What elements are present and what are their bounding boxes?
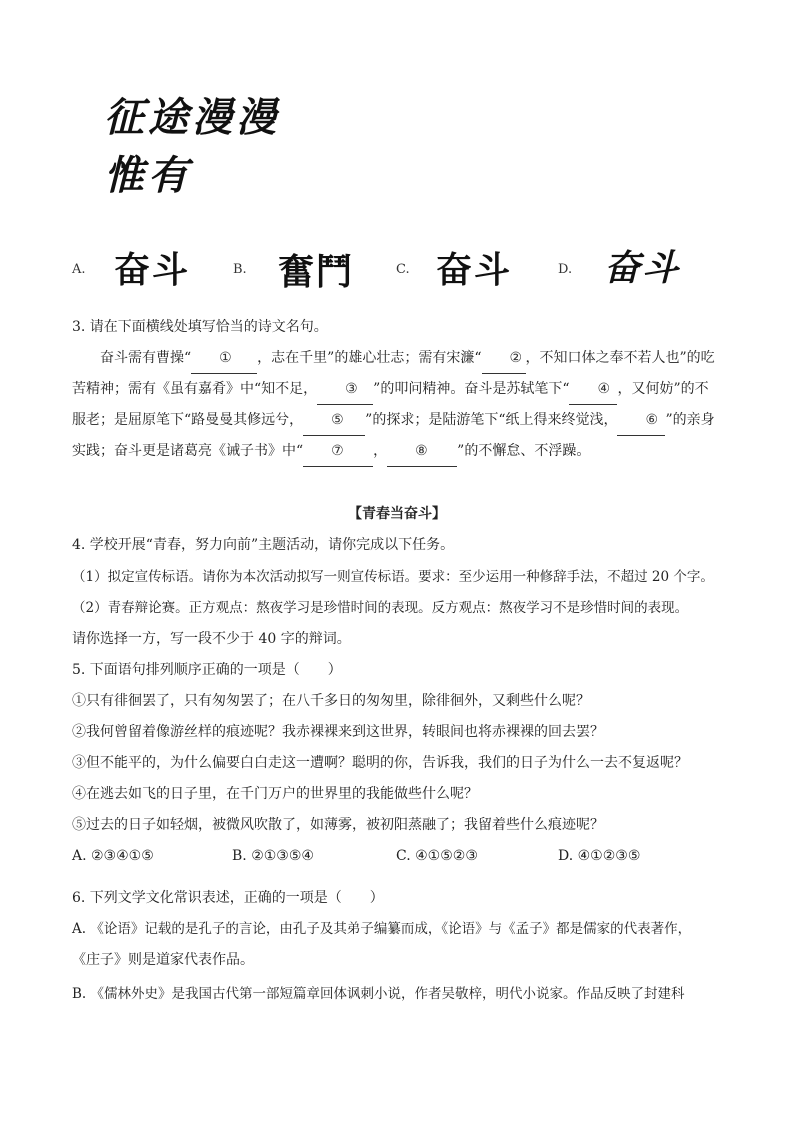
option-c-text: 奋斗 bbox=[436, 250, 513, 291]
q3-paragraph bbox=[72, 343, 722, 467]
q4-stem: 4. 学校开展“青春，努力向前”主题活动，请你完成以下任务。 bbox=[72, 537, 455, 553]
q5-stem: 5. 下面语句排列顺序正确的一项是（ ） bbox=[72, 662, 342, 678]
calligraphy-line-2: 惟有 bbox=[104, 152, 192, 199]
q3-text-1: 奋斗需有曹操“ bbox=[100, 350, 192, 366]
q5-sentence-1: ①只有徘徊罢了，只有匆匆罢了；在八千多日的匆匆里，除徘徊外，又剩些什么呢？ bbox=[72, 693, 590, 709]
q5-option-a[interactable]: A. ②③④①⑤ bbox=[72, 848, 154, 864]
q4-task-2-line-1: （2）青春辩论赛。正方观点：熬夜学习是珍惜时间的表现。反方观点：熬夜学习不是珍惜时间的表现。 bbox=[72, 600, 689, 616]
q3-text-5: ，又何妨”的不服老；是屈原笔下“路曼曼其修远兮， bbox=[72, 381, 709, 428]
option-b-text: 奮鬥 bbox=[278, 252, 355, 293]
q3-text-9: ”的不懈怠、不浮躁。 bbox=[457, 443, 591, 459]
blank-8[interactable]: ⑧ bbox=[387, 436, 457, 467]
option-d-letter: D. bbox=[558, 262, 573, 277]
q6-option-a-line-2: 《庄子》则是道家代表作品。 bbox=[72, 952, 254, 968]
calligraphy-line-1: 征途漫漫 bbox=[104, 94, 280, 141]
blank-7[interactable]: ⑦ bbox=[303, 436, 373, 467]
q3-text-6: ”的探求；是陆游笔下“纸上得来终觉浅， bbox=[365, 412, 618, 428]
q5-sentence-2: ②我何曾留着像游丝样的痕迹呢？我赤裸裸来到这世界，转眼间也将赤裸裸的回去罢？ bbox=[72, 724, 604, 740]
q5-sentence-3: ③但不能平的，为什么偏要白白走这一遭啊？聪明的你，告诉我，我们的日子为什么一去不复返呢？ bbox=[72, 755, 688, 771]
q5-sentence-4: ④在逃去如飞的日子里，在千门万户的世界里的我能做些什么呢？ bbox=[72, 786, 478, 802]
section-title: 【青春当奋斗】 bbox=[348, 506, 446, 522]
q5-option-b[interactable]: B. ②①③⑤④ bbox=[232, 848, 314, 864]
q5-sentence-5: ⑤过去的日子如轻烟，被微风吹散了，如薄雾，被初阳蒸融了；我留着些什么痕迹呢？ bbox=[72, 817, 604, 833]
blank-2[interactable]: ② bbox=[482, 343, 526, 374]
q3-text-7: ”的亲身实践；奋斗更是诸葛亮《诫子书》中“ bbox=[72, 412, 715, 459]
q6-option-b-line-1: B. 《儒林外史》是我国古代第一部短篇章回体讽刺小说，作者吴敬梓，明代小说家。作品反映了封建科 bbox=[72, 986, 685, 1002]
blank-1[interactable]: ① bbox=[191, 343, 257, 374]
q4-task-2-line-2: 请你选择一方，写一段不少于 40 字的辩词。 bbox=[72, 631, 351, 647]
q5-option-c[interactable]: C. ④①⑤②③ bbox=[396, 848, 478, 864]
blank-4[interactable]: ④ bbox=[569, 374, 617, 405]
blank-6[interactable]: ⑥ bbox=[617, 405, 665, 436]
blank-3[interactable]: ③ bbox=[317, 374, 373, 405]
blank-5[interactable]: ⑤ bbox=[303, 405, 365, 436]
q3-stem: 3. 请在下面横线处填写恰当的诗文名句。 bbox=[72, 319, 328, 335]
option-a-text: 奋斗 bbox=[114, 249, 191, 291]
q3-text-2: ，志在千里”的雄心壮志；需有宋濂“ bbox=[257, 350, 482, 366]
option-c-letter: C. bbox=[396, 262, 410, 277]
q3-text-8: ， bbox=[373, 443, 388, 459]
q5-option-d[interactable]: D. ④①②③⑤ bbox=[558, 848, 641, 864]
q6-stem: 6. 下列文学文化常识表述，正确的一项是（ ） bbox=[72, 890, 384, 906]
q4-task-1: （1）拟定宣传标语。请你为本次活动拟写一则宣传标语。要求：至少运用一种修辞手法，不超过 20 个字。 bbox=[72, 569, 714, 585]
option-a-letter: A. bbox=[72, 262, 86, 277]
option-b-letter: B. bbox=[233, 262, 247, 277]
q3-text-4: ”的叩问精神。奋斗是苏轼笔下“ bbox=[373, 381, 570, 397]
q6-option-a-line-1: A. 《论语》记载的是孔子的言论，由孔子及其弟子编纂而成，《论语》与《孟子》都是儒家的代表著作， bbox=[72, 921, 692, 937]
option-d-text: 奋斗 bbox=[604, 247, 681, 289]
q3-text-3: ，不知口体之奉不若人也”的吃苦精神；需有《虽有嘉肴》中“知不足， bbox=[72, 350, 715, 397]
